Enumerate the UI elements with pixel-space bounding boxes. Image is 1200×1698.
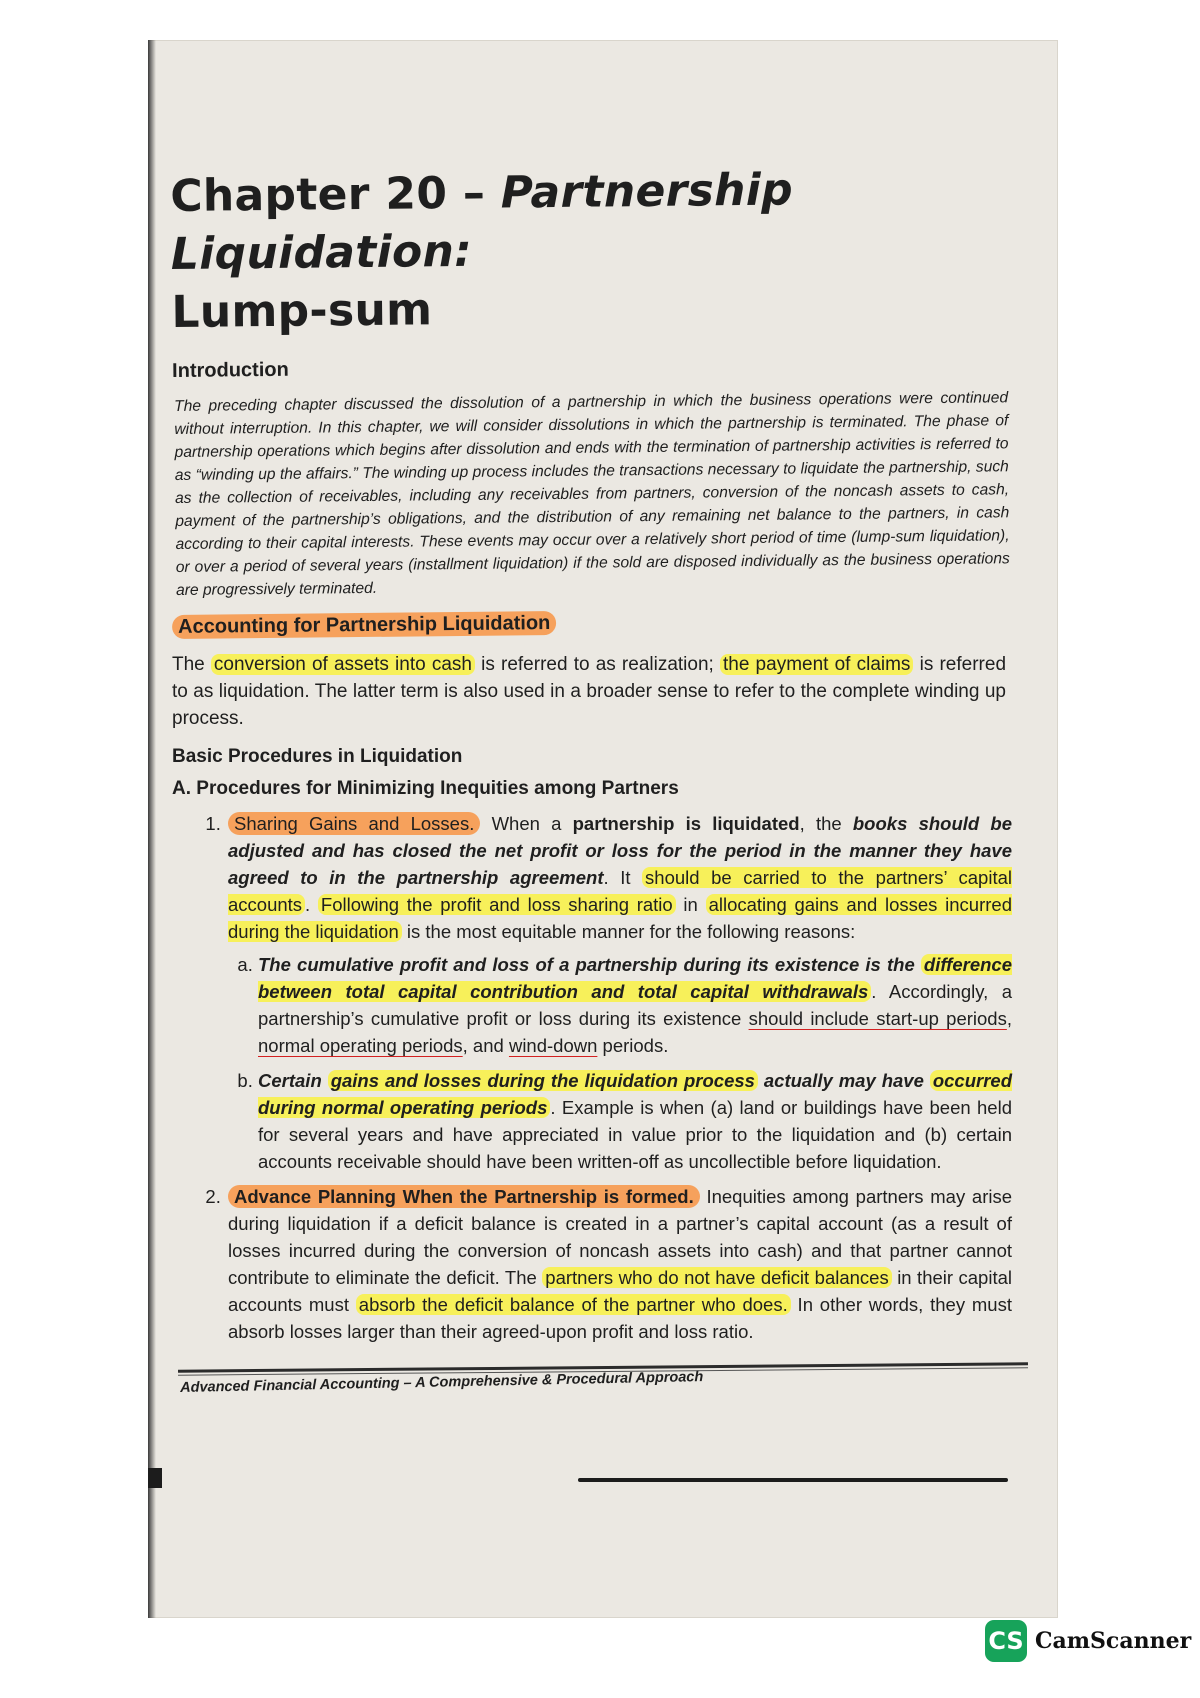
item1-hl3: allocating gains and losses incurred during the liquidation [228,894,1012,942]
accounting-text-mid: is referred to as realization; [474,654,720,675]
reason-a-u1: should include start-up periods [748,1008,1007,1029]
reason-a-t1: . Accordingly, a partnership’s cumulative profit or loss during its existence [258,981,1012,1029]
accounting-text-the: The [172,654,211,675]
reason-a-bi: The cumulative profit and loss of a partnership during its existence is the [258,954,921,975]
item1-t6: is the most equitable manner for the following reasons: [401,921,856,942]
accounting-highlight-conversion: conversion of assets into cash [211,654,475,675]
item2-t1: Inequities among partners may arise during liquidation if a deficit balance is created in a partner’s capital account (as a result of losses incurred during the conversion of noncash assets into cash) and that partner cannot contribute to eliminate the deficit. The [228,1186,1013,1288]
reason-b-bi: Certain [258,1070,328,1091]
item1-t4: . [305,894,318,915]
item1-hl2: Following the profit and loss sharing ratio [318,894,676,915]
page-content [170,164,1013,1353]
footer-book-title: Advanced Financial Accounting – A Comprehensive & Procedural Approach [180,1369,704,1396]
item1-t2: , the [799,813,853,834]
bottom-scan-bar [578,1478,1008,1482]
reason-a-u2: normal operating periods [258,1035,463,1056]
reason-a-hl: difference between total capital contribution and total capital withdrawals [258,954,1012,1002]
scanned-page [148,40,1058,1618]
procedures-list [170,810,1012,1345]
chapter-title-part1: Chapter 20 – [170,167,502,222]
item1-t3: . It [603,867,643,888]
introduction-paragraph: The preceding chapter discussed the dissolution of a partnership in which the business operations were continued without interruption. In this chapter, we will consider dissolutions in which the partnership is terminated. The phase of partnership operations which begins after dissolution and ends with the termination of partnership activities is referred to as “winding up the affairs.” The winding up process includes the transactions necessary to liquidate the partnership, such as the collection of receivables, including any receivables from partners, conversion of the noncash assets to cash, payment of the partnership’s obligations, and the distribution of any remaining net balance to the partners, in cash according to their capital interests. These events may occur over a relatively short period of time (lump-sum liquidation), or over a period of several years (installment liquidation) if the sold are disposed individually as the business operations are progressively terminated. [174,389,1010,599]
reason-a-u3: wind-down [508,1035,598,1056]
accounting-paragraph [172,651,1006,732]
accounting-highlight-claims: the payment of claims [720,654,913,675]
chapter-title [170,159,1014,342]
reason-a-t2: , [1006,1008,1012,1029]
camscanner-watermark [985,1620,1191,1662]
reason-a-t4: periods. [597,1035,669,1056]
item1-t5: in [675,894,706,915]
chapter-title-part2: Partnership Liquidation: [170,164,794,280]
corner-scan-mark [148,1468,162,1488]
accounting-heading [172,607,1012,639]
reasons-list [228,951,1012,1175]
item2-title: Advance Planning When the Partnership is formed. [228,1185,700,1208]
procedure-item-2 [226,1183,1012,1345]
item2-hl2: absorb the deficit balance of the partner who does. [356,1294,791,1315]
reason-a-t3: , and [462,1035,509,1056]
item2-hl1: partners who do not have deficit balances [542,1267,891,1288]
reason-b-hl2: occurred during normal operating periods [258,1070,1012,1118]
item1-title: Sharing Gains and Losses. [228,812,480,835]
reason-b-hl: gains and losses during the liquidation process [328,1070,758,1091]
introduction-heading: Introduction [172,358,289,382]
reason-b-bi2: actually may have [757,1070,930,1091]
item2-t2: in their capital accounts must [228,1267,1012,1315]
item1-b1: partnership is liquidated [572,813,800,834]
item1-hl1: should be carried to the partners’ capital accounts [228,867,1012,915]
chapter-title-line2: Lump-sum [171,284,433,338]
accounting-text-end: is referred to as liquidation. The latter term is also used in a broader sense to refer to the complete winding up process. [172,654,1007,729]
accounting-heading-highlight: Accounting for Partnership Liquidation [172,611,556,639]
procedures-a-heading: A. Procedures for Minimizing Inequities among Partners [172,778,679,799]
reason-b-t1: . Example is when (a) land or buildings have been held for several years and have appreciated in value prior to the liquidation and (b) certain accounts receivable should have been written-off as uncollectible before liquidation. [258,1097,1012,1172]
reason-b [258,1067,1012,1175]
item1-t1: When a [480,813,573,834]
item2-t3: In other words, they must absorb losses larger than their agreed-upon profit and loss ratio. [228,1294,1012,1342]
basic-procedures-heading: Basic Procedures in Liquidation [172,746,463,767]
camscanner-logo-icon: CS [985,1620,1027,1662]
camscanner-name: CamScanner [1035,1628,1192,1654]
page-edge-shadow [148,40,156,1618]
procedure-item-1 [226,810,1012,1175]
item1-bi1: books should be adjusted and has closed the net profit or loss for the period in the manner they have agreed to in the partnership agreement [228,813,1012,888]
reason-a [258,951,1012,1059]
